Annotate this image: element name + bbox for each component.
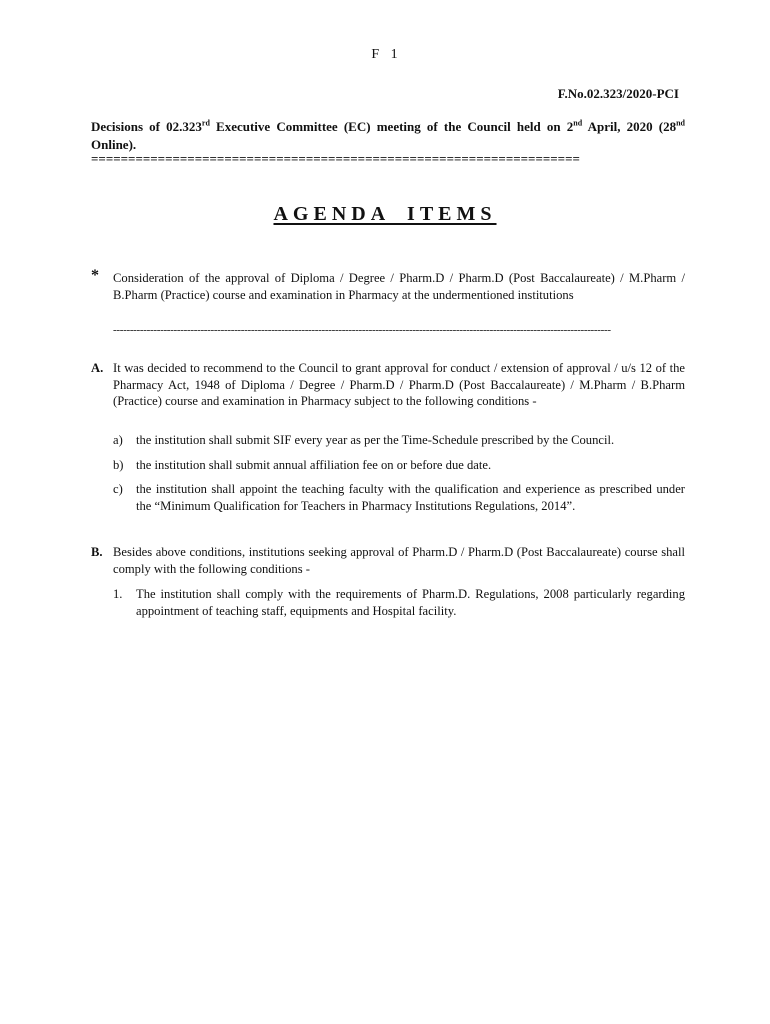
title-superscript-3: nd: [676, 118, 685, 128]
file-number: F.No.02.323/2020-PCI: [557, 86, 679, 101]
condition-text: the institution shall appoint the teaching faculty with the qualification and experience as prescribed under the “Minimum Qualification for Teachers in Pharmacy Institutions Regulations, 2014”.: [136, 482, 685, 513]
item-b-paragraph: Besides above conditions, institutions seeking approval of Pharm.D / Pharm.D (Post Baccalaureate) course shall comply with the following conditions -: [113, 545, 685, 576]
title-separator: ==================================================================: [91, 152, 580, 166]
condition-label: a): [113, 433, 123, 447]
condition-text: the institution shall submit SIF every year as per the Time-Schedule prescribed by the Council.: [136, 433, 615, 447]
item-a-paragraph: It was decided to recommend to the Council to grant approval for conduct / extension of approval / u/s 12 of the Pharmacy Act, 1948 of Diploma / Degree / Pharm.D / Pharm.D (Post Baccalaureate) / M.Pharm / B.Pharm (Practice) course and examination in Pharmacy subject to the following conditions -: [113, 361, 685, 408]
condition-text: The institution shall comply with the requirements of Pharm.D. Regulations, 2008 particularly regarding appointment of teaching staff, equipments and Hospital facility.: [136, 587, 685, 618]
title-superscript-1: rd: [201, 118, 210, 128]
title-part-1: Decisions of 02.323: [91, 119, 202, 134]
item-a-marker: A.: [91, 361, 104, 375]
title-part-3: April, 2020 (28: [582, 119, 677, 134]
condition-label: 1.: [113, 587, 123, 601]
agenda-heading: AGENDA ITEMS: [273, 203, 497, 225]
title-part-4: Online).: [91, 137, 137, 152]
condition-label: c): [113, 482, 123, 496]
dashed-separator: ----------------------------------------------------------------------------------------------------------------------------------------------------: [113, 324, 611, 336]
consideration-paragraph: Consideration of the approval of Diploma / Degree / Pharm.D / Pharm.D (Post Baccalaureate) / M.Pharm / B.Pharm (Practice) course and examination in Pharmacy at the undermentioned institutions: [113, 271, 685, 302]
asterisk-marker: *: [91, 267, 99, 284]
condition-text: the institution shall submit annual affiliation fee on or before due date.: [136, 458, 492, 472]
document-title: [91, 118, 685, 154]
title-part-2: Executive Committee (EC) meeting of the Council held on 2: [209, 119, 574, 134]
title-superscript-2: nd: [573, 118, 583, 128]
item-b-marker: B.: [91, 545, 103, 559]
page-marker: F 1: [371, 47, 399, 62]
condition-label: b): [113, 458, 124, 472]
